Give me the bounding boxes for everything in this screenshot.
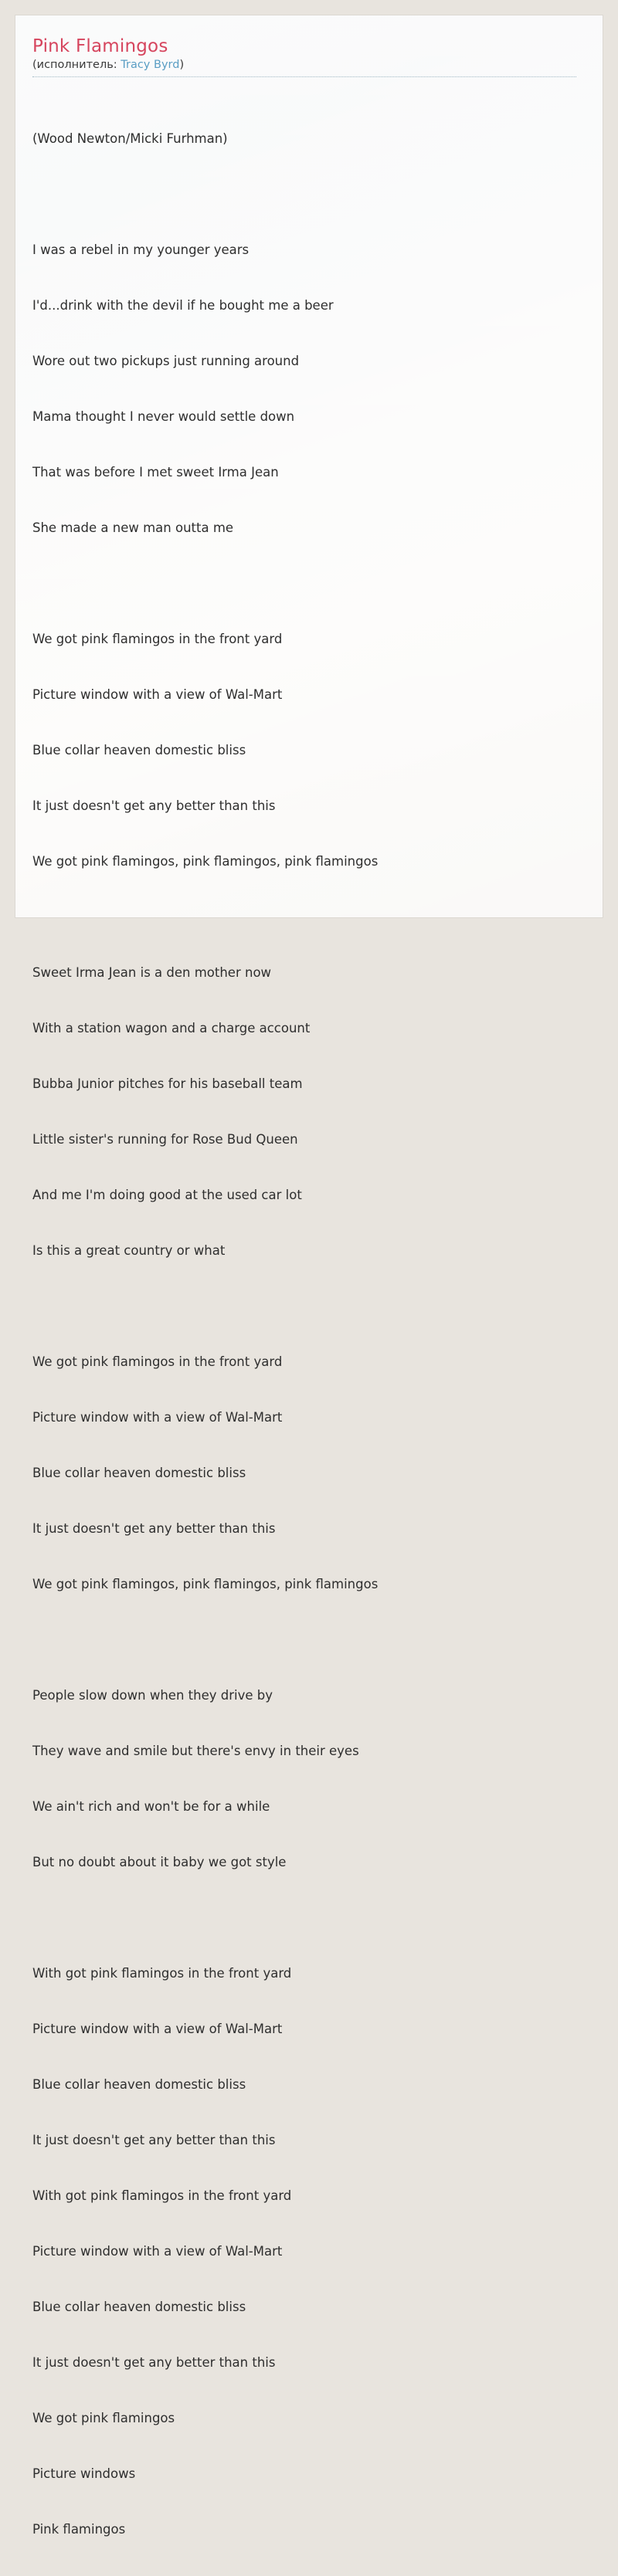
lyrics-blank [32, 185, 576, 204]
lyric-line: Wore out two pickups just running around [32, 354, 300, 368]
lyric-line: We got pink flamingos [32, 2411, 175, 2425]
lyric-line: Picture window with a view of Wal-Mart [32, 1410, 283, 1425]
artist-line [32, 59, 576, 77]
artist-link[interactable]: Tracy Byrd [121, 59, 180, 71]
lyric-line: With got pink flamingos in the front yard [32, 1966, 292, 1981]
lyric-line: It just doesn't get any better than this [32, 2355, 276, 2370]
lyric-line: People slow down when they drive by [32, 1688, 273, 1703]
lyric-line: We got pink flamingos in the front yard [32, 1354, 283, 1369]
lyric-line: Bubba Junior pitches for his baseball team [32, 1076, 303, 1091]
lyric-line: We ain't rich and won't be for a while [32, 1799, 270, 1814]
lyric-line: Is this a great country or what [32, 1243, 226, 1258]
lyric-line: They wave and smile but there's envy in their eyes [32, 1744, 359, 1758]
lyric-line: I was a rebel in my younger years [32, 242, 250, 257]
lyric-line: Blue collar heaven domestic bliss [32, 1466, 246, 1480]
lyric-line: With got pink flamingos in the front yard [32, 2188, 292, 2203]
lyric-line: Mama thought I never would settle down [32, 409, 295, 424]
lyric-line: I'd...drink with the devil if he bought me a beer [32, 298, 334, 313]
artist-prefix-label: (исполнитель: [32, 59, 117, 71]
lyrics-blank [32, 1909, 576, 1927]
lyric-line: Picture windows [32, 2466, 136, 2481]
lyrics-page-content [15, 15, 603, 2537]
lyric-line: Pink flamingos [32, 2522, 126, 2537]
lyric-line: We got pink flamingos, pink flamingos, pink flamingos [32, 854, 379, 869]
lyric-line: We got pink flamingos in the front yard [32, 632, 283, 646]
lyric-line: Blue collar heaven domestic bliss [32, 2300, 246, 2314]
lyric-line: Picture window with a view of Wal-Mart [32, 687, 283, 702]
lyric-line: With a station wagon and a charge account [32, 1021, 311, 1035]
lyrics-page [15, 15, 603, 2537]
lyrics-credits: (Wood Newton/Micki Furhman) [32, 131, 228, 146]
lyrics-body [32, 93, 576, 2576]
lyric-line: And me I'm doing good at the used car lot [32, 1188, 302, 1202]
lyric-line: Picture window with a view of Wal-Mart [32, 2244, 283, 2259]
lyrics-blank [32, 908, 576, 927]
page-title: Pink Flamingos [32, 36, 168, 56]
lyrics-blank [32, 1631, 576, 1649]
lyric-line: It just doesn't get any better than this [32, 2133, 276, 2147]
lyric-line: Picture window with a view of Wal-Mart [32, 2022, 283, 2036]
lyric-line: It just doesn't get any better than this [32, 798, 276, 813]
lyric-line: That was before I met sweet Irma Jean [32, 465, 279, 480]
lyric-line: Little sister's running for Rose Bud Queen [32, 1132, 298, 1147]
lyric-line: But no doubt about it baby we got style [32, 1855, 287, 1869]
lyrics-blank [32, 1297, 576, 1316]
lyric-line: It just doesn't get any better than this [32, 1521, 276, 1536]
lyric-line: We got pink flamingos, pink flamingos, pink flamingos [32, 1577, 379, 1591]
lyric-line: Blue collar heaven domestic bliss [32, 743, 246, 758]
lyric-line: She made a new man outta me [32, 520, 234, 535]
artist-suffix-label: ) [179, 59, 185, 71]
lyric-line: Blue collar heaven domestic bliss [32, 2077, 246, 2092]
lyric-line: Sweet Irma Jean is a den mother now [32, 965, 272, 980]
lyrics-blank [32, 575, 576, 593]
